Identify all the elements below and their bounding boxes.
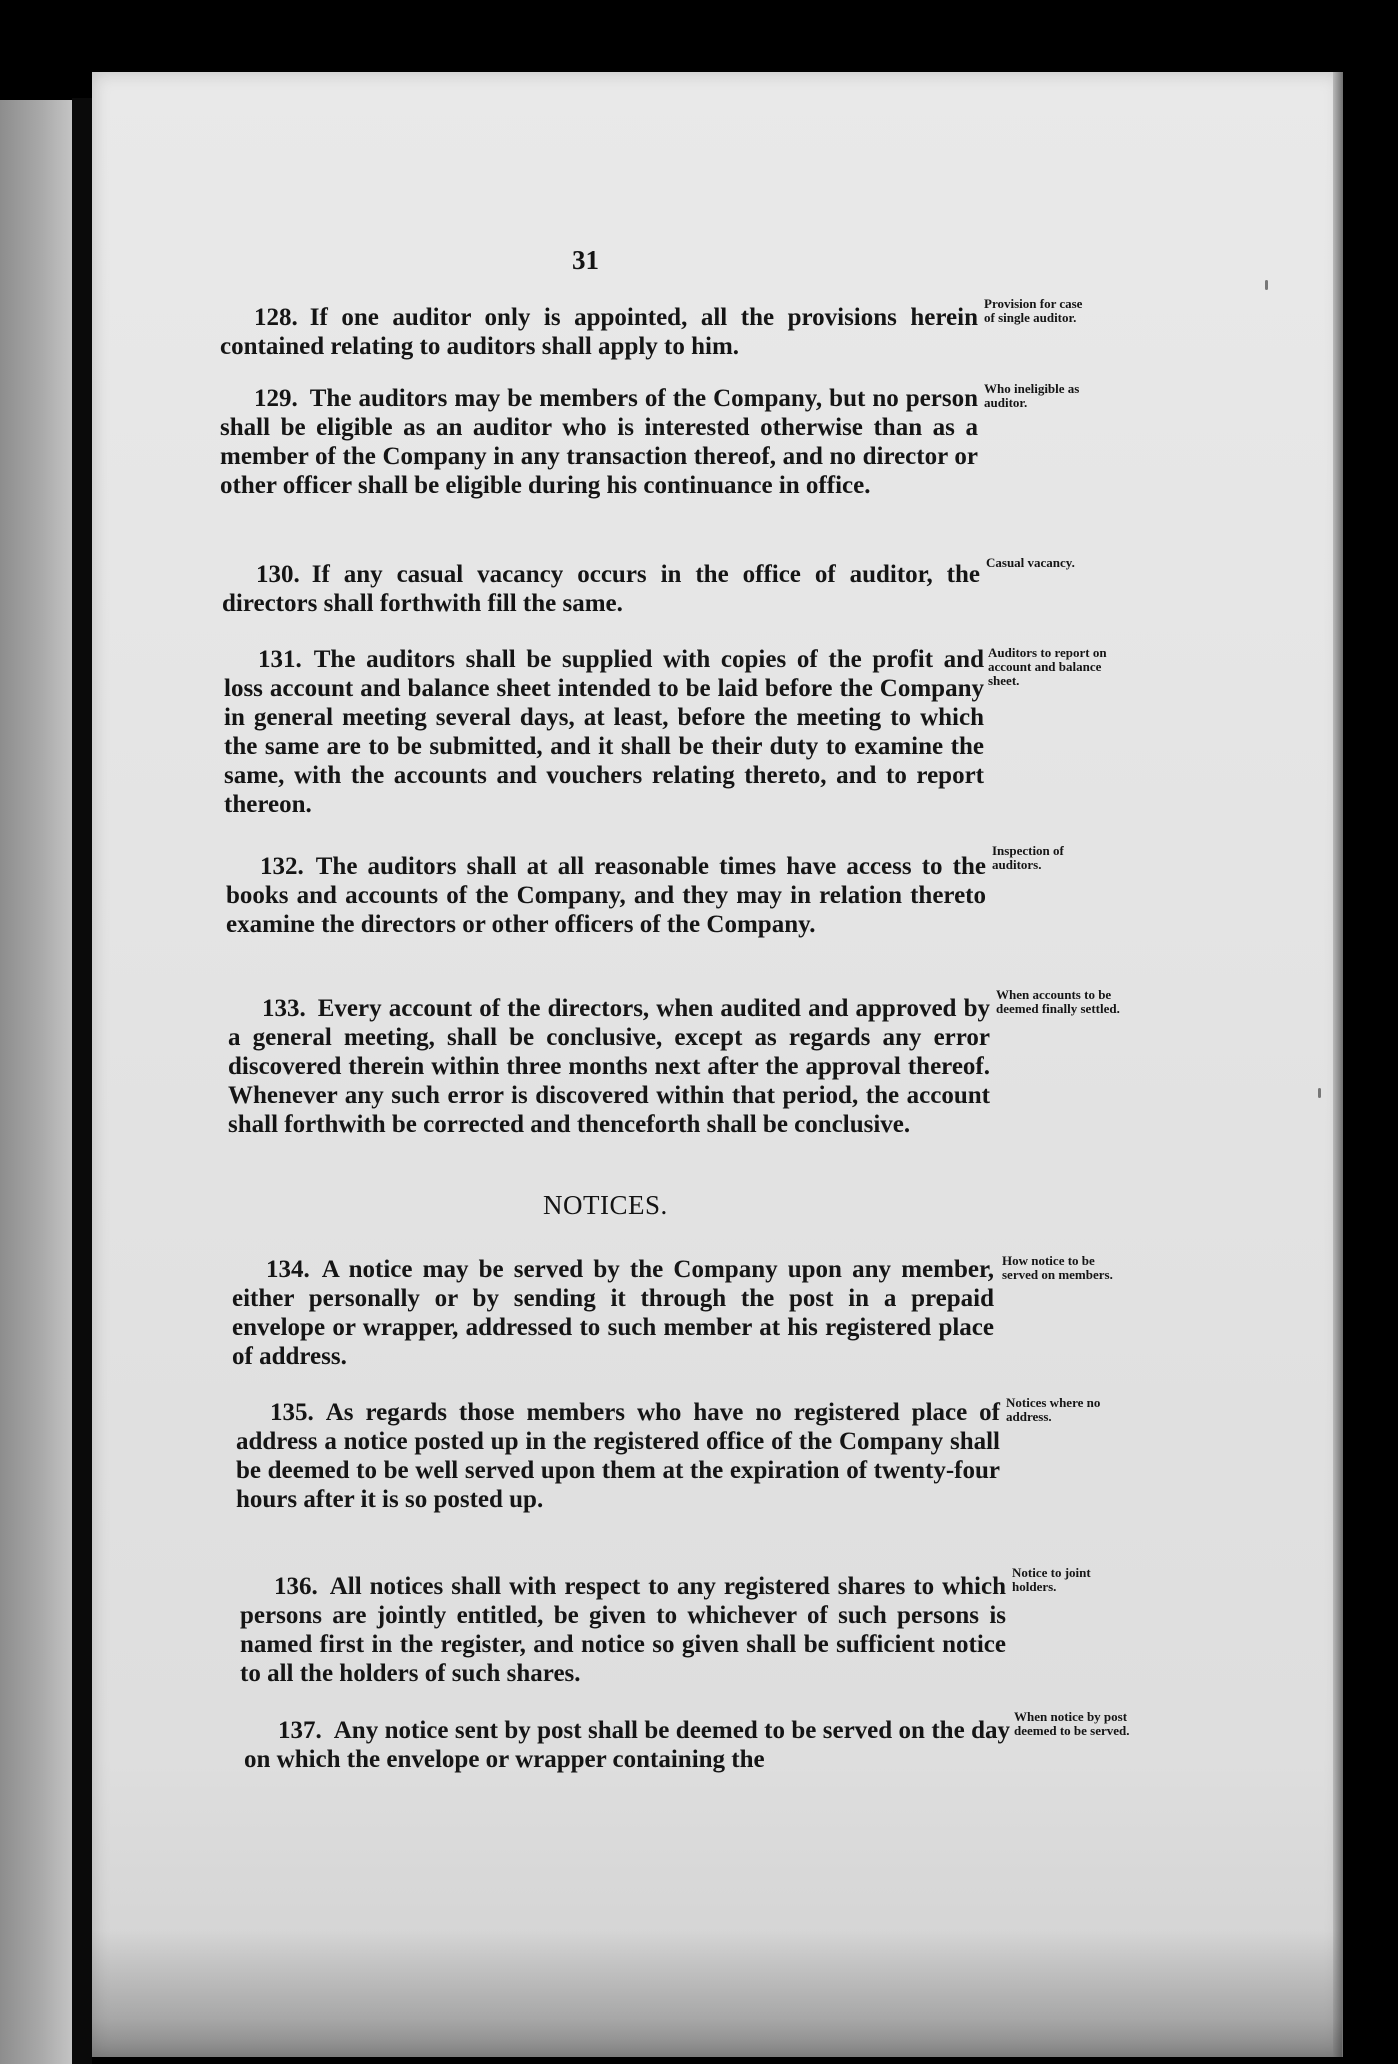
clause-137: [244, 1716, 1010, 1774]
clause-136: [240, 1572, 1006, 1688]
scan-speck: [1318, 1088, 1321, 1098]
clause-text: If one auditor only is appointed, all the provisions herein contained relating to auditors shall apply to him.: [220, 304, 978, 360]
page-bottom-shadow: [92, 1930, 1342, 2057]
clause-129: [220, 384, 978, 500]
clause-132: [226, 852, 986, 939]
clause-number: 128.: [254, 304, 298, 331]
clause-number: 136.: [274, 1573, 318, 1600]
clause-text: A notice may be served by the Company upon any member, either personally or by sending it through the post in a prepaid envelope or wrapper, addressed to such member at his registered place of address.: [232, 1256, 994, 1370]
clause-number: 132.: [260, 853, 304, 880]
clause-number: 134.: [266, 1256, 310, 1283]
clause-130: [222, 560, 980, 618]
clause-number: 129.: [254, 385, 298, 412]
clause-131: [224, 645, 984, 819]
clause-text: As regards those members who have no registered place of address a notice posted up in the registered office of the Company shall be deemed to be well served upon them at the expiration of twenty-four hours after it is so posted up.: [236, 1399, 1000, 1513]
clause-number: 131.: [258, 646, 302, 673]
page-right-edge: [1333, 72, 1343, 2057]
clause-133: [228, 994, 990, 1139]
facing-page-edge: [0, 100, 72, 2064]
clause-number: 133.: [262, 995, 306, 1022]
margin-note-131: Auditors to report on account and balance sheet.: [988, 645, 1107, 688]
clause-135: [236, 1398, 1000, 1514]
margin-note-137: When notice by post deemed to be served.: [1014, 1709, 1130, 1738]
margin-note-136: Notice to joint holders.: [1012, 1565, 1091, 1594]
clause-number: 135.: [270, 1399, 314, 1426]
clause-134: [232, 1255, 994, 1371]
clause-text: The auditors shall be supplied with copies of the profit and loss account and balance sheet intended to be laid before the Company in general meeting several days, at least, before the meeting to which the same are to be submitted, and it shall be their duty to examine the same, with the accounts and vouchers relating thereto, and to report thereon.: [224, 646, 984, 818]
clause-text: All notices shall with respect to any registered shares to which persons are jointly entitled, be given to whichever of such persons is named first in the register, and notice so given shall be sufficient notice to all the holders of such shares.: [240, 1573, 1006, 1687]
clause-text: The auditors shall at all reasonable times have access to the books and accounts of the Company, and they may in relation thereto examine the directors or other officers of the Company.: [226, 853, 986, 938]
scan-speck: [1265, 280, 1268, 290]
clause-text: If any casual vacancy occurs in the office of auditor, the directors shall forthwith fill the same.: [222, 561, 980, 617]
clause-text: The auditors may be members of the Company, but no person shall be eligible as an auditor who is interested otherwise than as a member of the Company in any transaction thereof, and no director or other officer shall be eligible during his continuance in office.: [220, 385, 978, 499]
clause-text: Any notice sent by post shall be deemed to be served on the day on which the envelope or wrapper containing the: [244, 1717, 1010, 1773]
clause-number: 130.: [256, 561, 300, 588]
book-spine-shadow: [72, 98, 92, 2064]
margin-note-128: Provision for case of single auditor.: [984, 296, 1083, 325]
margin-note-135: Notices where no address.: [1006, 1395, 1101, 1424]
margin-note-133: When accounts to be deemed finally settled.: [996, 987, 1120, 1016]
section-heading: NOTICES.: [543, 1190, 668, 1220]
clause-text: Every account of the directors, when audited and approved by a general meeting, shall be conclusive, except as regards any error discovered therein within three months next after the approval thereof. Whenever any such error is discovered within that period, the account shall forthwith be corrected and thenceforth shall be conclusive.: [228, 995, 990, 1138]
margin-note-134: How notice to be served on members.: [1002, 1253, 1113, 1282]
page-number: 31: [572, 245, 599, 275]
margin-note-130: Casual vacancy.: [986, 555, 1075, 570]
clause-number: 137.: [278, 1717, 322, 1744]
margin-note-129: Who ineligible as auditor.: [984, 381, 1080, 410]
clause-128: [220, 303, 978, 361]
margin-note-132: Inspection of auditors.: [992, 843, 1064, 872]
